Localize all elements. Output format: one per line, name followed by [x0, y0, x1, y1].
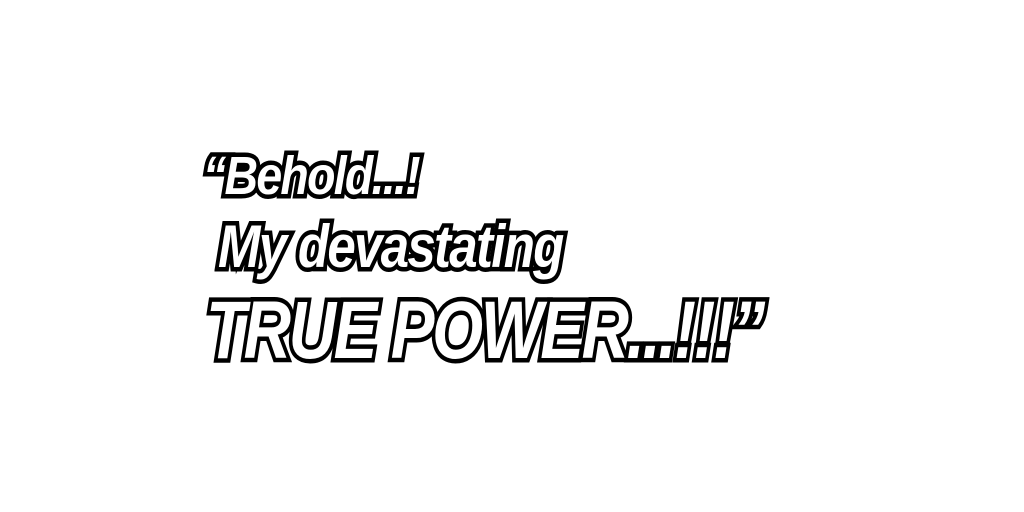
caption-line-behold: “Behold...! — [203, 146, 419, 206]
caption-line-true-power: TRUE POWER...!!!” — [206, 285, 763, 376]
caption-line-devastating: My devastating — [218, 213, 563, 280]
